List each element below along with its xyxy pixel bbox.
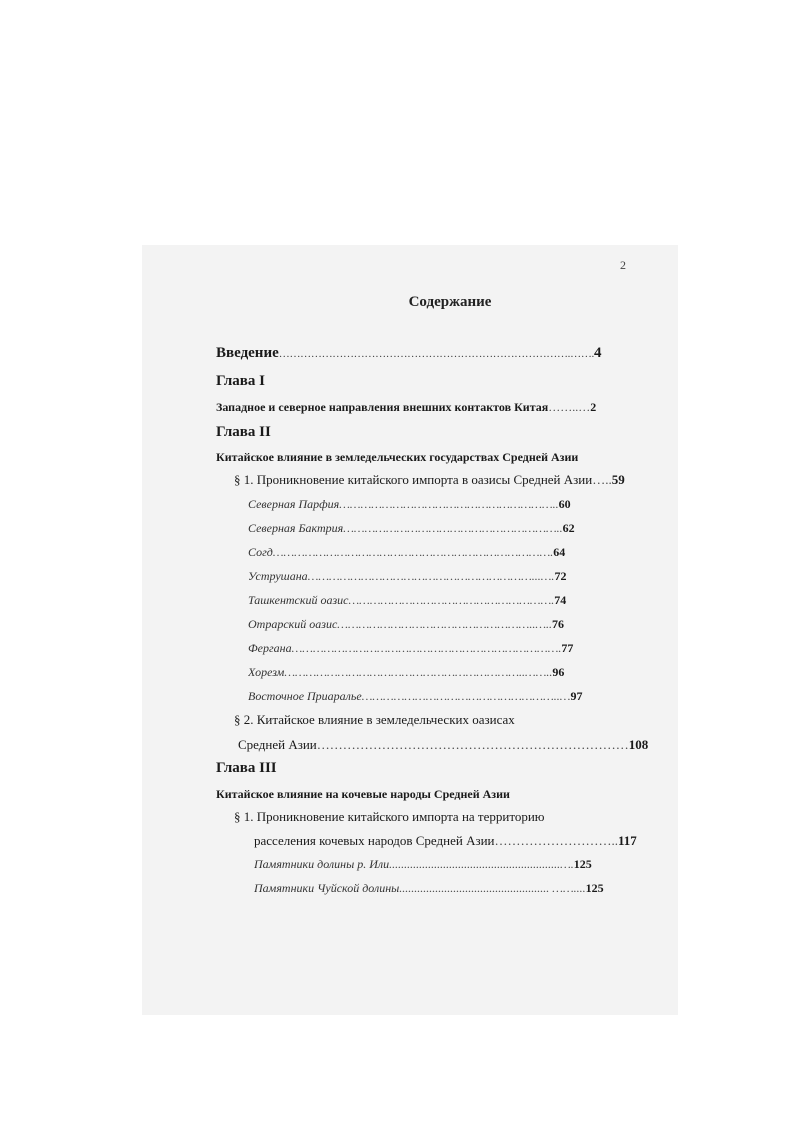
toc-entry-ustrushana[interactable] [248, 569, 634, 584]
chapter-2-heading: Глава II [216, 424, 271, 440]
toc-page: 125 [573, 857, 592, 871]
toc-leader: …………………………………………………….. [339, 497, 559, 511]
toc-leader: ………………………………………………………...…. [307, 569, 555, 583]
toc-label: Северная Бактрия [248, 521, 344, 535]
toc-entry-khorezm[interactable] [248, 665, 634, 680]
toc-leader: …………………………………………………………………. [291, 641, 562, 655]
toc-page: 59 [611, 472, 625, 487]
toc-label: расселения кочевых народов Средней Азии [254, 833, 495, 848]
toc-entry-chapter-1[interactable] [216, 400, 636, 415]
toc-entry-northern-parthia[interactable] [248, 497, 634, 512]
toc-entry-chuy-valley[interactable] [254, 881, 654, 896]
page-title: Содержание [408, 294, 492, 310]
toc-leader: ……..… [548, 400, 591, 414]
toc-entry-ch3-section-1[interactable] [254, 833, 654, 849]
toc-page: 77 [561, 641, 574, 655]
toc-leader: ………………………………………………..….. [337, 617, 553, 631]
chapter-1-heading: Глава I [216, 373, 265, 389]
toc-leader: …………………………………………………………..…….. [284, 665, 553, 679]
chapter-3-title: Китайское влияние на кочевые народы Средней Азии [216, 787, 510, 801]
toc-label: Западное и северное направления внешних контактов Китая [216, 400, 549, 414]
toc-label: Северная Парфия [248, 497, 340, 511]
toc-page: 96 [552, 665, 565, 679]
toc-label: Памятники Чуйской долины [254, 881, 400, 895]
chapter-3-heading: Глава III [216, 760, 277, 776]
toc-leader: .........................................................…. [389, 857, 574, 871]
toc-page: 4 [593, 345, 602, 361]
toc-page: 97 [570, 689, 583, 703]
toc-leader: …………………………………………………. [348, 593, 555, 607]
toc-leader: ……………………………………………………………………….……. [278, 348, 594, 360]
toc-page: 125 [585, 881, 604, 895]
toc-entry-eastern-aral[interactable] [248, 689, 634, 704]
toc-entry-ili-valley[interactable] [254, 857, 654, 872]
toc-page: 117 [618, 833, 637, 848]
toc-label: Памятники долины р. Или [254, 857, 390, 871]
toc-page: 72 [554, 569, 567, 583]
toc-leader: ………………………………………………..… [361, 689, 571, 703]
toc-page: 60 [558, 497, 571, 511]
toc-leader: ….. [592, 472, 612, 487]
toc-entry-ch2-section-1[interactable] [234, 472, 639, 488]
toc-label: Уструшана [248, 569, 308, 583]
toc-label: Введение [216, 345, 279, 361]
toc-label: Восточное Приаралье [248, 689, 362, 703]
toc-entry-introduction[interactable] [216, 345, 634, 362]
toc-entry-sogd[interactable] [248, 545, 634, 560]
toc-entry-ch3-section-1-line1[interactable]: § 1. Проникновение китайского импорта на территорию [234, 809, 545, 824]
toc-label: § 1. Проникновение китайского импорта в оазисы Средней Азии [234, 472, 593, 487]
toc-entry-ch2-section-2[interactable] [238, 737, 648, 753]
toc-leader: ……………………………………………………………… [316, 737, 629, 752]
toc-entry-otrar-oasis[interactable] [248, 617, 634, 632]
toc-leader: .................................................. …….... [399, 881, 586, 895]
toc-label: Хорезм [248, 665, 285, 679]
toc-label: Согд [248, 545, 273, 559]
toc-page: 76 [552, 617, 565, 631]
toc-entry-ch2-section-2-line1[interactable]: § 2. Китайское влияние в земледельческих оазисах [234, 712, 515, 727]
toc-leader: …………………………………………………….. [343, 521, 563, 535]
toc-label: Фергана [248, 641, 292, 655]
toc-label: Ташкентский оазис [248, 593, 349, 607]
toc-entry-northern-bactria[interactable] [248, 521, 634, 536]
toc-leader: ……………………………………………………………………. [272, 545, 554, 559]
page-number: 2 [620, 258, 626, 272]
toc-leader: ……………………….. [494, 833, 618, 848]
toc-page: 2 [590, 400, 597, 414]
toc-label: Отрарский оазис [248, 617, 338, 631]
toc-page: 74 [554, 593, 567, 607]
chapter-2-title: Китайское влияние в земледельческих государствах Средней Азии [216, 450, 579, 464]
toc-entry-fergana[interactable] [248, 641, 634, 656]
toc-entry-tashkent-oasis[interactable] [248, 593, 634, 608]
toc-page: 64 [553, 545, 566, 559]
toc-page: 108 [628, 737, 648, 752]
toc-label: Средней Азии [238, 737, 317, 752]
toc-page: 62 [562, 521, 575, 535]
